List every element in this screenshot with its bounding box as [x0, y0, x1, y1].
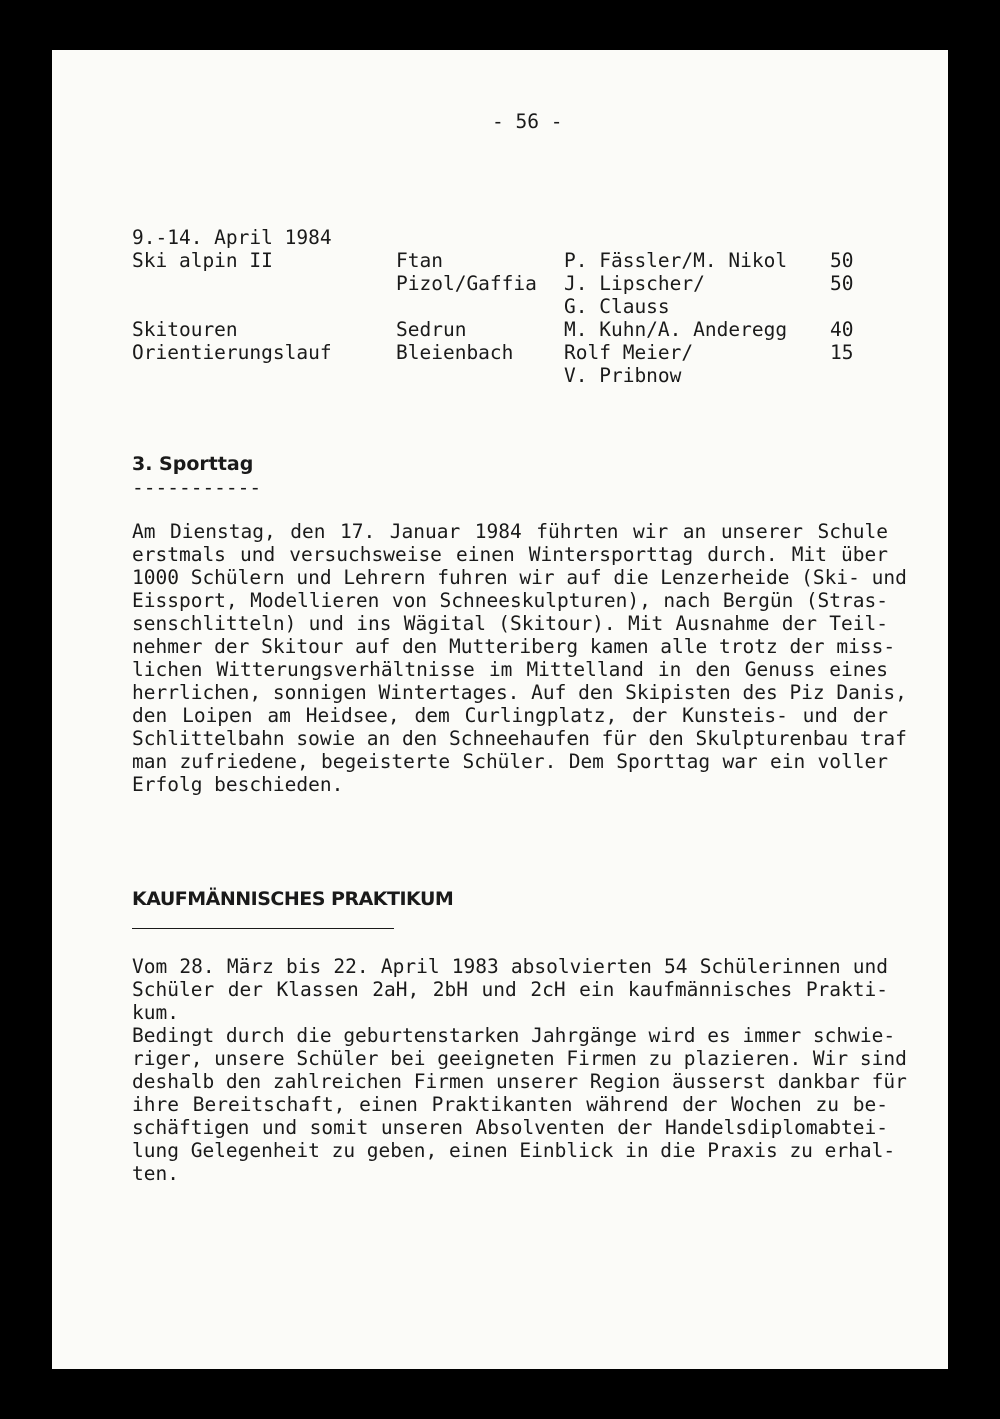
activity-cell: Skitouren: [132, 318, 238, 341]
leader-cell: M. Kuhn/A. Anderegg: [564, 318, 788, 341]
count-cell: 15: [830, 341, 854, 364]
praktikum-paragraph-1: [132, 955, 888, 1024]
count-cell: 40: [830, 318, 854, 341]
place-cell: Sedrun: [396, 318, 467, 341]
text-line: Vom 28. März bis 22. April 1983 absolvierten 54 Schülerinnen und: [132, 955, 888, 978]
text-line: nehmer der Skitour auf den Mutteriberg kamen alle trotz der miss-: [132, 635, 896, 658]
document-page: [52, 50, 948, 1369]
leader-cell: P. Fässler/M. Nikol: [564, 249, 788, 272]
text-line: den Loipen am Heidsee, dem Curlingplatz, der Kunsteis- und der: [132, 704, 888, 727]
text-line: riger, unsere Schüler bei geeigneten Firmen zu plazieren. Wir sind: [132, 1047, 907, 1070]
section-heading-sporttag: 3. Sporttag: [132, 453, 254, 475]
count-cell: 50: [830, 272, 854, 295]
heading-underline: -----------: [132, 476, 262, 499]
place-cell: Ftan: [396, 249, 443, 272]
section-heading-praktikum: KAUFMÄNNISCHES PRAKTIKUM: [132, 888, 454, 910]
text-line: Am Dienstag, den 17. Januar 1984 führten wir an unserer Schule: [132, 520, 888, 543]
text-line: deshalb den zahlreichen Firmen unserer Region äusserst dankbar für: [132, 1070, 907, 1093]
text-line: lichen Witterungsverhältnisse im Mittelland in den Genuss eines: [132, 658, 888, 681]
place-cell: Bleienbach: [396, 341, 514, 364]
leader-cell: Rolf Meier/: [564, 341, 694, 364]
text-line: man zufriedene, begeisterte Schüler. Dem Sporttag war ein voller: [132, 750, 888, 773]
place-cell: Pizol/Gaffia: [396, 272, 537, 295]
text-line: erstmals und versuchsweise einen Wintersporttag durch. Mit über: [132, 543, 888, 566]
text-line: 1000 Schülern und Lehrern fuhren wir auf die Lenzerheide (Ski- und: [132, 566, 907, 589]
text-line: ihre Bereitschaft, einen Praktikanten während der Wochen zu be-: [132, 1093, 888, 1116]
page-number: - 56 -: [492, 110, 563, 133]
heading-underline: [132, 928, 394, 929]
text-line: lung Gelegenheit zu geben, einen Einblick in die Praxis zu erhal-: [132, 1139, 896, 1162]
leader-cell: J. Lipscher/: [564, 272, 705, 295]
text-line: Bedingt durch die geburtenstarken Jahrgänge wird es immer schwie-: [132, 1024, 896, 1047]
sporttag-paragraph: [132, 520, 907, 796]
activity-cell: Orientierungslauf: [132, 341, 332, 364]
leader-cell: V. Pribnow: [564, 364, 682, 387]
praktikum-paragraph-2: [132, 1024, 907, 1185]
text-line: Erfolg beschieden.: [132, 773, 344, 796]
activity-cell: Ski alpin II: [132, 249, 273, 272]
schedule-date: 9.-14. April 1984: [132, 226, 332, 249]
text-line: Schüler der Klassen 2aH, 2bH und 2cH ein kaufmännisches Prakti-: [132, 978, 888, 1001]
text-line: Schlittelbahn sowie an den Schneehaufen für den Skulpturenbau traf: [132, 727, 907, 750]
text-line: ten.: [132, 1162, 179, 1185]
text-line: herrlichen, sonnigen Wintertages. Auf den Skipisten des Piz Danis,: [132, 681, 907, 704]
text-line: kum.: [132, 1001, 179, 1024]
text-line: schäftigen und somit unseren Absolventen der Handelsdiplomabtei-: [132, 1116, 888, 1139]
text-line: Eissport, Modellieren von Schneeskulpturen), nach Bergün (Stras-: [132, 589, 888, 612]
count-cell: 50: [830, 249, 854, 272]
leader-cell: G. Clauss: [564, 295, 670, 318]
text-line: senschlitteln) und ins Wägital (Skitour). Mit Ausnahme der Teil-: [132, 612, 888, 635]
